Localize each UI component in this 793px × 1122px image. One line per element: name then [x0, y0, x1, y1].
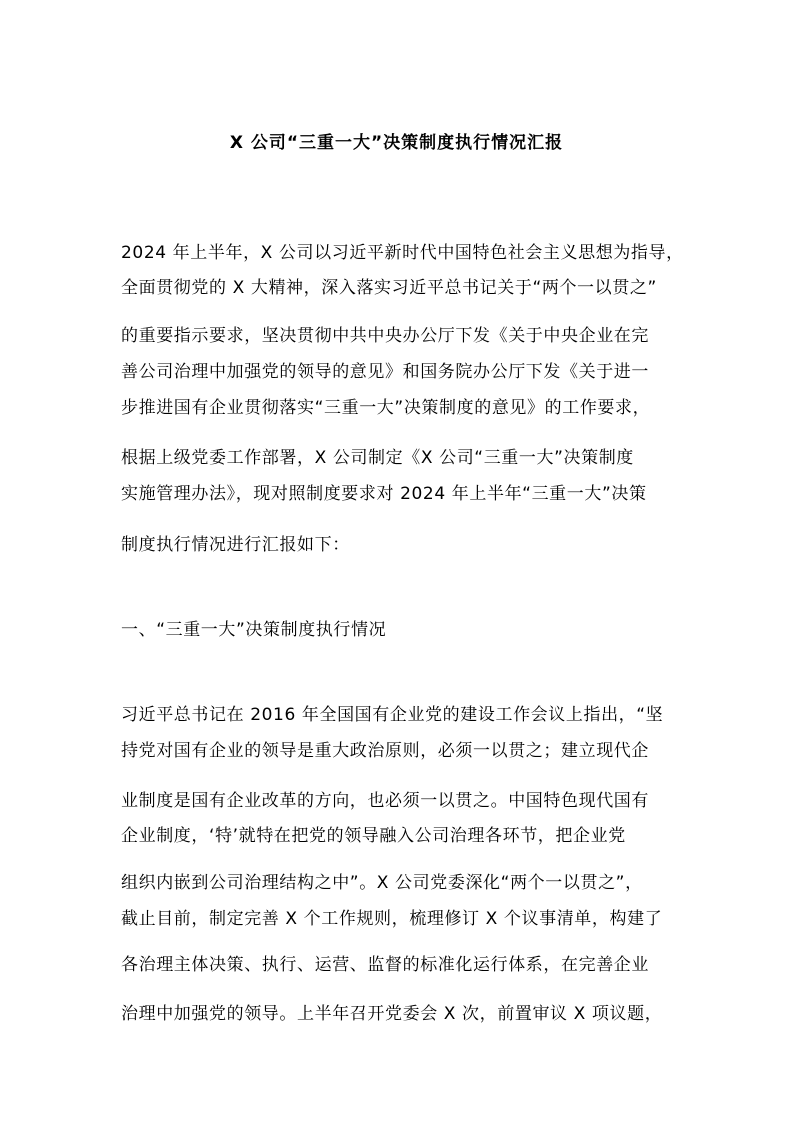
body-line: 持党对国有企业的领导是重大政治原则，必须一以贯之；建立现代企	[121, 741, 649, 761]
section-heading: 一、“三重一大”决策制度执行情况	[121, 620, 387, 640]
intro-line: 全面贯彻党的 X 大精神，深入落实习近平总书记关于“两个一以贯之”	[121, 278, 657, 298]
intro-line: 实施管理办法》，现对照制度要求对 2024 年上半年“三重一大”决策	[121, 484, 647, 504]
intro-line: 步推进国有企业贯彻落实“三重一大”决策制度的意见》的工作要求，	[121, 398, 651, 418]
intro-line: 制度执行情况进行汇报如下：	[121, 535, 350, 555]
body-line: 企业制度，‘特’就特在把党的领导融入公司治理各环节，把企业党	[121, 826, 626, 846]
intro-line: 善公司治理中加强党的领导的意见》和国务院办公厅下发《关于进一	[121, 362, 649, 382]
intro-line: 的重要指示要求，坚决贯彻中共中央办公厅下发《关于中央企业在完	[121, 326, 649, 346]
body-line: 截止目前，制定完善 X 个工作规则，梳理修订 X 个议事清单，构建了	[121, 909, 663, 929]
document-title: X 公司“三重一大”决策制度执行情况汇报	[229, 133, 564, 153]
body-line: 习近平总书记在 2016 年全国国有企业党的建设工作会议上指出，“坚	[121, 705, 664, 725]
body-line: 组织内嵌到公司治理结构之中”。X 公司党委深化“两个一以贯之”，	[121, 873, 643, 893]
body-line: 业制度是国有企业改革的方向，也必须一以贯之。中国特色现代国有	[121, 791, 649, 811]
body-line: 治理中加强党的领导。上半年召开党委会 X 次，前置审议 X 项议题，	[121, 1004, 663, 1024]
intro-line: 2024 年上半年，X 公司以习近平新时代中国特色社会主义思想为指导，	[121, 243, 684, 263]
body-line: 各治理主体决策、执行、运营、监督的标准化运行体系，在完善企业	[121, 955, 649, 975]
intro-line: 根据上级党委工作部署，X 公司制定《X 公司“三重一大”决策制度	[121, 448, 634, 468]
